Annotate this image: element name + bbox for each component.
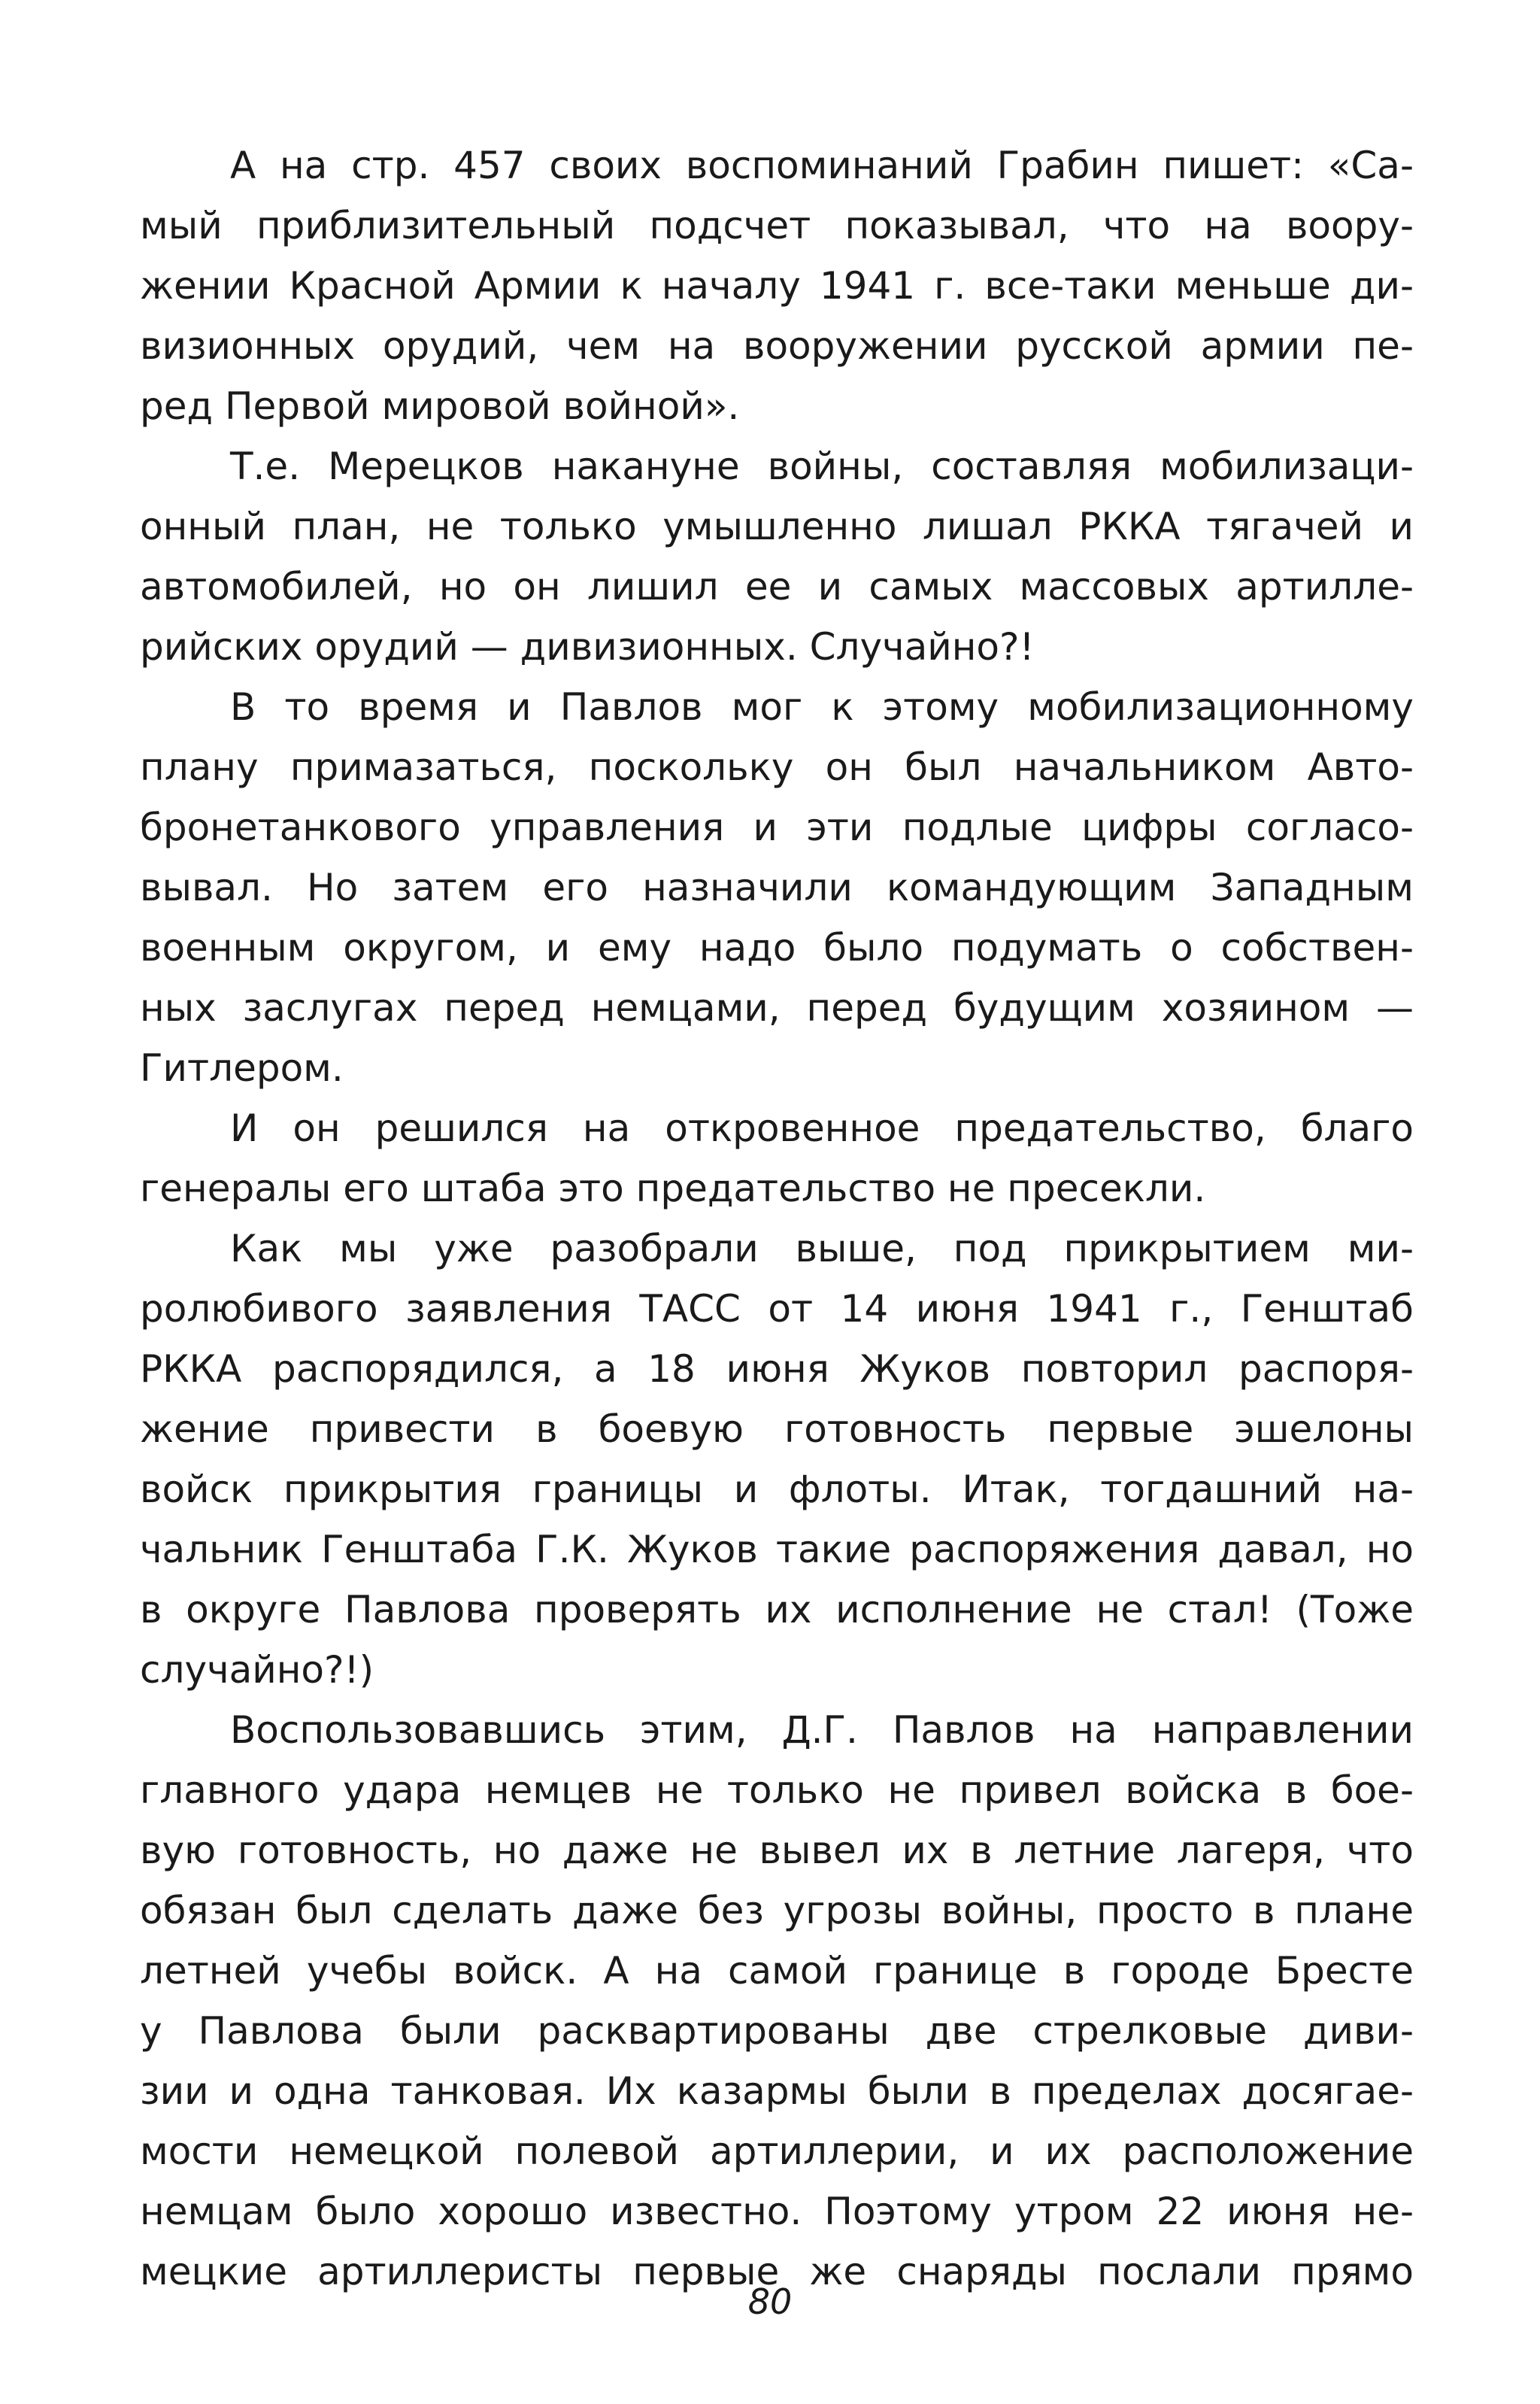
text-line: визионных орудий, чем на вооружении русской армии пе- — [140, 324, 1414, 368]
paragraph — [140, 677, 1414, 1098]
text-line: войск прикрытия границы и флоты. Итак, тогдашний на- — [140, 1468, 1414, 1511]
text-line: мецкие артиллеристы первые же снаряды послали прямо — [140, 2250, 1414, 2293]
text-line: немцам было хорошо известно. Поэтому утром 22 июня не- — [140, 2190, 1414, 2233]
text-line: вывал. Но затем его назначили командующим Западным — [140, 866, 1414, 909]
text-line: жении Красной Армии к началу 1941 г. все-таки меньше ди- — [140, 264, 1414, 308]
text-line: Воспользовавшись этим, Д.Г. Павлов на направлении — [230, 1708, 1414, 1752]
text-line: мый приблизительный подсчет показывал, что на воору- — [140, 204, 1414, 247]
paragraph — [140, 1098, 1414, 1219]
text-line: автомобилей, но он лишил ее и самых массовых артилле- — [140, 565, 1414, 609]
paragraph — [140, 436, 1414, 677]
text-line: случайно?!) — [140, 1648, 374, 1692]
text-line: мости немецкой полевой артиллерии, и их расположение — [140, 2129, 1414, 2173]
text-line: ред Первой мировой войной». — [140, 384, 740, 428]
text-line: А на стр. 457 своих воспоминаний Грабин пишет: «Са- — [230, 144, 1414, 187]
text-line: В то время и Павлов мог к этому мобилизационному — [230, 685, 1414, 729]
paragraph — [140, 135, 1414, 436]
text-line: генералы его штаба это предательство не пресекли. — [140, 1167, 1206, 1210]
text-line: военным округом, и ему надо было подумать о собствен- — [140, 926, 1414, 970]
text-line: Т.е. Мерецков накануне войны, составляя мобилизаци- — [230, 445, 1414, 488]
text-line: ных заслугах перед немцами, перед будущим хозяином — — [140, 986, 1414, 1030]
page-body-text — [140, 135, 1414, 2302]
text-line: ролюбивого заявления ТАСС от 14 июня 1941 г., Генштаб — [140, 1287, 1414, 1331]
text-line: рийских орудий — дивизионных. Случайно?! — [140, 625, 1035, 669]
page-number: 80 — [747, 2281, 793, 2322]
text-line: обязан был сделать даже без угрозы войны, просто в плане — [140, 1889, 1414, 1932]
paragraph — [140, 1219, 1414, 1700]
text-line: в округе Павлова проверять их исполнение не стал! (Тоже — [140, 1588, 1414, 1632]
text-line: у Павлова были расквартированы две стрелковые диви- — [140, 2009, 1414, 2053]
text-line: бронетанкового управления и эти подлые цифры согласо- — [140, 806, 1414, 849]
text-line: И он решился на откровенное предательство, благо — [230, 1106, 1414, 1150]
text-line: Гитлером. — [140, 1046, 344, 1090]
text-line: онный план, не только умышленно лишал РККА тягачей и — [140, 505, 1414, 548]
text-line: вую готовность, но даже не вывел их в летние лагеря, что — [140, 1829, 1414, 1872]
text-line: летней учебы войск. А на самой границе в городе Бресте — [140, 1949, 1414, 1993]
text-line: зии и одна танковая. Их казармы были в пределах досягае- — [140, 2069, 1414, 2113]
text-line: Как мы уже разобрали выше, под прикрытием ми- — [230, 1227, 1414, 1270]
text-line: главного удара немцев не только не привел войска в бое- — [140, 1768, 1414, 1812]
paragraph — [140, 1700, 1414, 2302]
text-line: РККА распорядился, а 18 июня Жуков повторил распоря- — [140, 1347, 1414, 1391]
text-line: жение привести в боевую готовность первые эшелоны — [140, 1407, 1414, 1451]
text-line: плану примазаться, поскольку он был начальником Авто- — [140, 745, 1414, 789]
text-line: чальник Генштаба Г.К. Жуков такие распоряжения давал, но — [140, 1528, 1414, 1571]
